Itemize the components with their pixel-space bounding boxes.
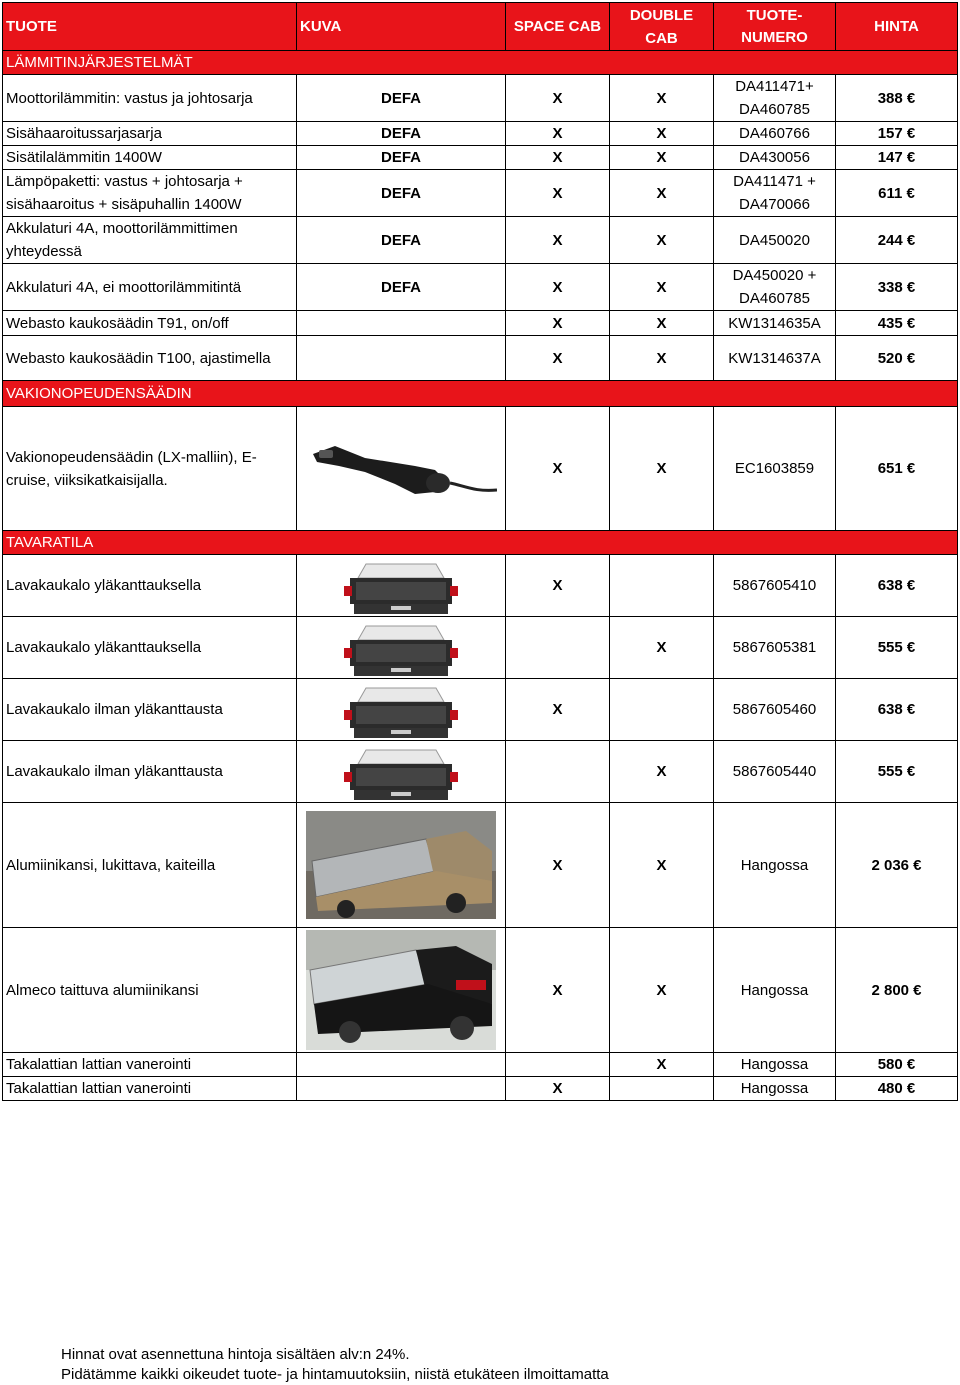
product-number: Hangossa (714, 803, 836, 928)
table-row (3, 1053, 958, 1077)
double-cab-mark: X (610, 617, 714, 679)
table-row (3, 170, 958, 217)
product-name: Alumiinikansi, lukittava, kaiteilla (3, 803, 297, 928)
product-image-cell (297, 555, 506, 617)
folding-cover-image (306, 930, 496, 1050)
space-cab-mark (506, 1053, 610, 1077)
product-kuva: DEFA (297, 217, 506, 264)
table-row (3, 75, 958, 122)
product-image-cell (297, 617, 506, 679)
double-cab-mark: X (610, 264, 714, 311)
table-row (3, 617, 958, 679)
product-kuva: DEFA (297, 75, 506, 122)
section-cargo-label: TAVARATILA (3, 531, 958, 555)
product-image-cell (297, 928, 506, 1053)
product-number: DA411471 + DA470066 (714, 170, 836, 217)
double-cab-mark (610, 555, 714, 617)
product-kuva (297, 311, 506, 336)
header-tuotenumero (714, 3, 836, 51)
product-kuva: DEFA (297, 264, 506, 311)
space-cab-mark (506, 741, 610, 803)
product-price: 555 € (836, 617, 958, 679)
double-cab-mark: X (610, 928, 714, 1053)
table-row (3, 1077, 958, 1101)
product-name: Webasto kaukosäädin T100, ajastimella (3, 336, 297, 381)
bedliner-image (336, 742, 466, 802)
table-row (3, 122, 958, 146)
product-name: Lämpöpaketti: vastus + johtosarja + sisähaaroitus + sisäpuhallin 1400W (3, 170, 297, 217)
space-cab-mark: X (506, 928, 610, 1053)
product-price: 638 € (836, 679, 958, 741)
double-cab-mark: X (610, 311, 714, 336)
product-name: Sisätilalämmitin 1400W (3, 146, 297, 170)
product-name: Akkulaturi 4A, ei moottorilämmitintä (3, 264, 297, 311)
double-cab-mark: X (610, 75, 714, 122)
price-table (2, 2, 958, 1101)
space-cab-mark: X (506, 217, 610, 264)
section-cruise-label: VAKIONOPEUDENSÄÄDIN (3, 381, 958, 407)
product-name: Almeco taittuva alumiinikansi (3, 928, 297, 1053)
product-price: 520 € (836, 336, 958, 381)
product-number: KW1314637A (714, 336, 836, 381)
product-image-cell (297, 1053, 506, 1077)
product-price: 244 € (836, 217, 958, 264)
product-price: 147 € (836, 146, 958, 170)
bedliner-image (336, 556, 466, 616)
product-price: 638 € (836, 555, 958, 617)
product-price: 2 800 € (836, 928, 958, 1053)
product-price: 338 € (836, 264, 958, 311)
product-image-cell (297, 1077, 506, 1101)
table-row (3, 803, 958, 928)
bedliner-image (336, 618, 466, 678)
product-price: 555 € (836, 741, 958, 803)
table-row (3, 311, 958, 336)
table-row (3, 217, 958, 264)
product-name: Lavakaukalo ilman yläkanttausta (3, 679, 297, 741)
product-image-cell (297, 741, 506, 803)
product-kuva: DEFA (297, 170, 506, 217)
cruise-space: X (506, 407, 610, 531)
product-number: DA450020 (714, 217, 836, 264)
product-number: 5867605440 (714, 741, 836, 803)
table-row (3, 264, 958, 311)
cruise-control-stalk-image (305, 436, 497, 502)
double-cab-mark: X (610, 122, 714, 146)
header-double-cab: DOUBLE CAB (610, 3, 714, 51)
double-cab-mark: X (610, 1053, 714, 1077)
product-name: Takalattian lattian vanerointi (3, 1077, 297, 1101)
product-number: KW1314635A (714, 311, 836, 336)
product-number: DA460766 (714, 122, 836, 146)
header-tuotenumero-text: TUOTE-NUMERO (741, 6, 808, 46)
double-cab-mark: X (610, 741, 714, 803)
header-tuote: TUOTE (3, 3, 297, 51)
header-hinta: HINTA (836, 3, 958, 51)
double-cab-mark: X (610, 336, 714, 381)
cruise-double: X (610, 407, 714, 531)
section-heating-label: LÄMMITINJÄRJESTELMÄT (3, 51, 958, 75)
product-number: 5867605381 (714, 617, 836, 679)
product-number: Hangossa (714, 928, 836, 1053)
product-name: Webasto kaukosäädin T91, on/off (3, 311, 297, 336)
cruise-number: EC1603859 (714, 407, 836, 531)
space-cab-mark: X (506, 336, 610, 381)
footer-note-1: Hinnat ovat asennettuna hintoja sisältäen alv:n 24%. (61, 1346, 410, 1363)
space-cab-mark: X (506, 679, 610, 741)
product-name: Lavakaukalo yläkanttauksella (3, 617, 297, 679)
double-cab-mark: X (610, 146, 714, 170)
cruise-name: Vakionopeudensäädin (LX-malliin), E-cruise, viiksikatkaisijalla. (3, 407, 297, 531)
product-kuva: DEFA (297, 122, 506, 146)
product-image-cell (297, 679, 506, 741)
section-cruise (3, 381, 958, 407)
space-cab-mark: X (506, 264, 610, 311)
header-kuva: KUVA (297, 3, 506, 51)
table-row (3, 146, 958, 170)
heating-rows (3, 75, 958, 381)
bedliner-image (336, 680, 466, 740)
product-price: 157 € (836, 122, 958, 146)
space-cab-mark: X (506, 803, 610, 928)
product-price: 611 € (836, 170, 958, 217)
cruise-image-cell (297, 407, 506, 531)
double-cab-mark: X (610, 803, 714, 928)
section-cargo (3, 531, 958, 555)
space-cab-mark (506, 617, 610, 679)
product-name: Lavakaukalo yläkanttauksella (3, 555, 297, 617)
table-row (3, 741, 958, 803)
double-cab-mark (610, 1077, 714, 1101)
product-price: 2 036 € (836, 803, 958, 928)
product-number: DA411471+ DA460785 (714, 75, 836, 122)
space-cab-mark: X (506, 555, 610, 617)
table-row (3, 336, 958, 381)
space-cab-mark: X (506, 311, 610, 336)
double-cab-mark: X (610, 217, 714, 264)
table-row (3, 679, 958, 741)
space-cab-mark: X (506, 1077, 610, 1101)
header-row (3, 3, 958, 51)
product-image-cell (297, 803, 506, 928)
product-name: Moottorilämmitin: vastus ja johtosarja (3, 75, 297, 122)
space-cab-mark: X (506, 122, 610, 146)
product-number: 5867605410 (714, 555, 836, 617)
space-cab-mark: X (506, 170, 610, 217)
product-name: Lavakaukalo ilman yläkanttausta (3, 741, 297, 803)
product-name: Akkulaturi 4A, moottorilämmittimen yhteydessä (3, 217, 297, 264)
product-price: 480 € (836, 1077, 958, 1101)
product-number: Hangossa (714, 1053, 836, 1077)
product-price: 435 € (836, 311, 958, 336)
product-name: Takalattian lattian vanerointi (3, 1053, 297, 1077)
footer-note-2: Pidätämme kaikki oikeudet tuote- ja hintamuutoksiin, niistä etukäteen ilmoittamatta (61, 1366, 609, 1383)
cruise-row (3, 407, 958, 531)
product-kuva: DEFA (297, 146, 506, 170)
table-row (3, 928, 958, 1053)
product-price: 580 € (836, 1053, 958, 1077)
product-price: 388 € (836, 75, 958, 122)
double-cab-mark: X (610, 170, 714, 217)
cargo-rows (3, 555, 958, 1101)
double-cab-mark (610, 679, 714, 741)
space-cab-mark: X (506, 146, 610, 170)
aluminium-cover-image (306, 811, 496, 919)
product-kuva (297, 336, 506, 381)
cruise-price: 651 € (836, 407, 958, 531)
table-row (3, 555, 958, 617)
product-number: Hangossa (714, 1077, 836, 1101)
product-name: Sisähaaroitussarjasarja (3, 122, 297, 146)
product-number: DA450020 + DA460785 (714, 264, 836, 311)
product-number: DA430056 (714, 146, 836, 170)
product-number: 5867605460 (714, 679, 836, 741)
space-cab-mark: X (506, 75, 610, 122)
section-heating (3, 51, 958, 75)
header-space-cab: SPACE CAB (506, 3, 610, 51)
